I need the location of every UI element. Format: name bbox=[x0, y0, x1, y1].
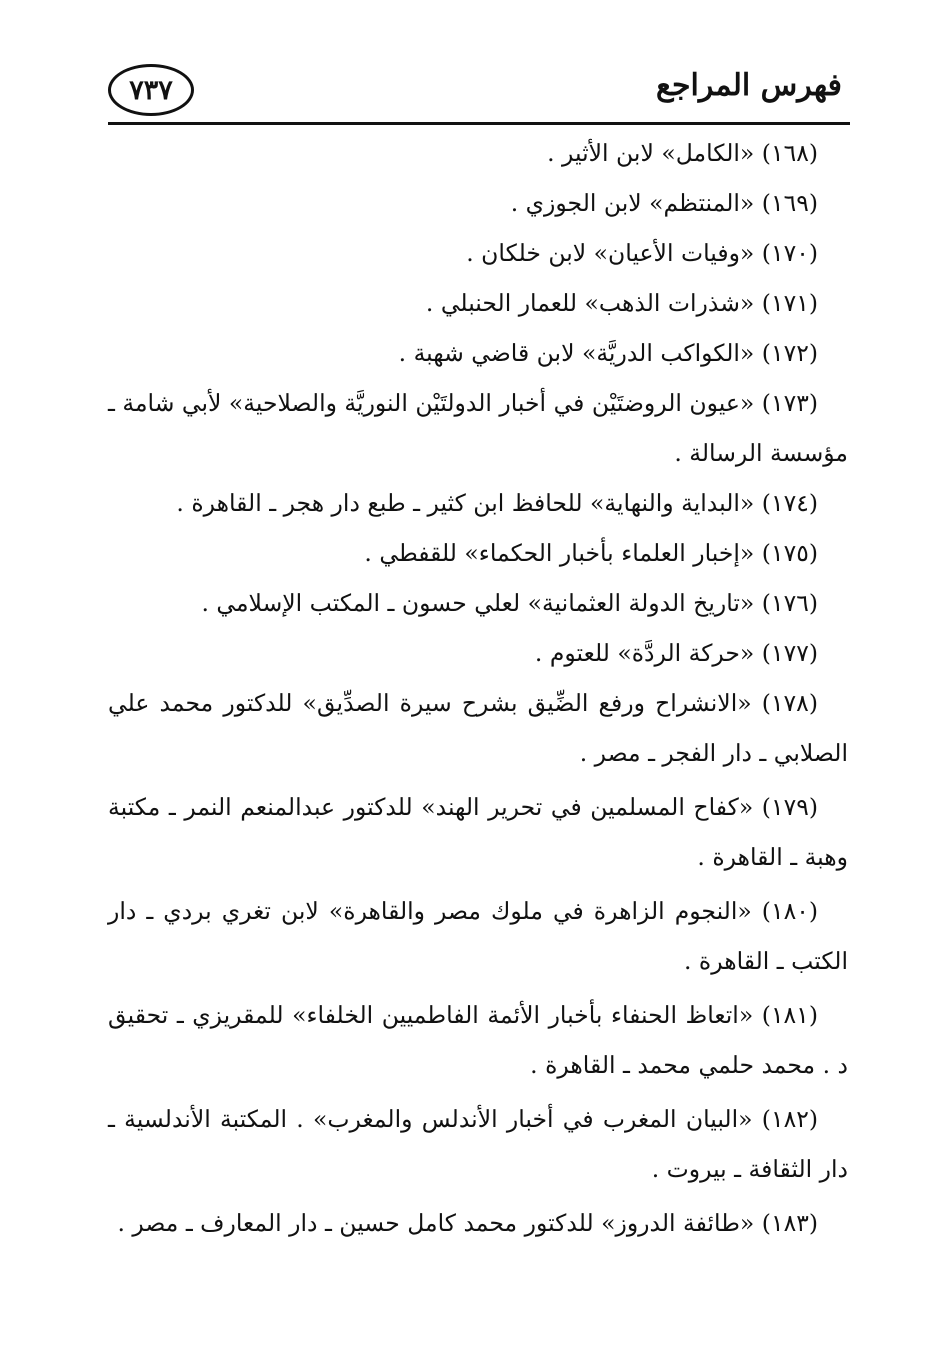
reference-entry: (١٧٥) «إخبار العلماء بأخبار الحكماء» للقفطي . bbox=[364, 539, 818, 567]
reference-entry: (١٧٧) «حركة الردَّة» للعتوم . bbox=[534, 639, 818, 667]
reference-entry: (١٨٣) «طائفة الدروز» للدكتور محمد كامل حسين ـ دار المعارف ـ مصر . bbox=[117, 1209, 818, 1237]
reference-entry: (١٧٢) «الكواكب الدريَّة» لابن قاضي شهبة . bbox=[398, 339, 818, 367]
reference-entry: (١٧٤) «البداية والنهاية» للحافظ ابن كثير ـ طبع دار هجر ـ القاهرة . bbox=[176, 489, 818, 517]
page-title: فهرس المراجع bbox=[655, 68, 842, 103]
page-number-badge: ٧٣٧ bbox=[108, 64, 194, 116]
reference-entry: (١٧٣) «عيون الروضتَيْن في أخبار الدولتَيْن النوريَّة والصلاحية» لأبي شامة ـ مؤسسة الرسالة . bbox=[108, 389, 848, 467]
reference-entry: (١٧٨) «الانشراح ورفع الضِّيق بشرح سيرة الصدِّيق» للدكتور محمد علي الصلابي ـ دار الفجر ـ مصر . bbox=[108, 689, 848, 767]
references-list bbox=[108, 128, 848, 1248]
reference-entry: (١٨٢) «البيان المغرب في أخبار الأندلس والمغرب» . المكتبة الأندلسية ـ دار الثقافة ـ بيروت . bbox=[108, 1105, 848, 1183]
page-header bbox=[108, 62, 850, 122]
reference-entry: (١٧٦) «تاريخ الدولة العثمانية» لعلي حسون ـ المكتب الإسلامي . bbox=[201, 589, 818, 617]
header-rule bbox=[108, 122, 850, 125]
reference-entry: (١٦٨) «الكامل» لابن الأثير . bbox=[547, 139, 818, 167]
reference-entry: (١٨١) «اتعاظ الحنفاء بأخبار الأئمة الفاطميين الخلفاء» للمقريزي ـ تحقيق د . محمد حلمي محمد ـ القاهرة . bbox=[108, 1001, 848, 1079]
reference-entry: (١٨٠) «النجوم الزاهرة في ملوك مصر والقاهرة» لابن تغري بردي ـ دار الكتب ـ القاهرة . bbox=[108, 897, 848, 975]
reference-entry: (١٧٠) «وفيات الأعيان» لابن خلكان . bbox=[466, 239, 818, 267]
reference-entry: (١٦٩) «المنتظم» لابن الجوزي . bbox=[510, 189, 818, 217]
reference-entry: (١٧١) «شذرات الذهب» للعمار الحنبلي . bbox=[425, 289, 818, 317]
reference-entry: (١٧٩) «كفاح المسلمين في تحرير الهند» للدكتور عبدالمنعم النمر ـ مكتبة وهبة ـ القاهرة . bbox=[108, 793, 848, 871]
